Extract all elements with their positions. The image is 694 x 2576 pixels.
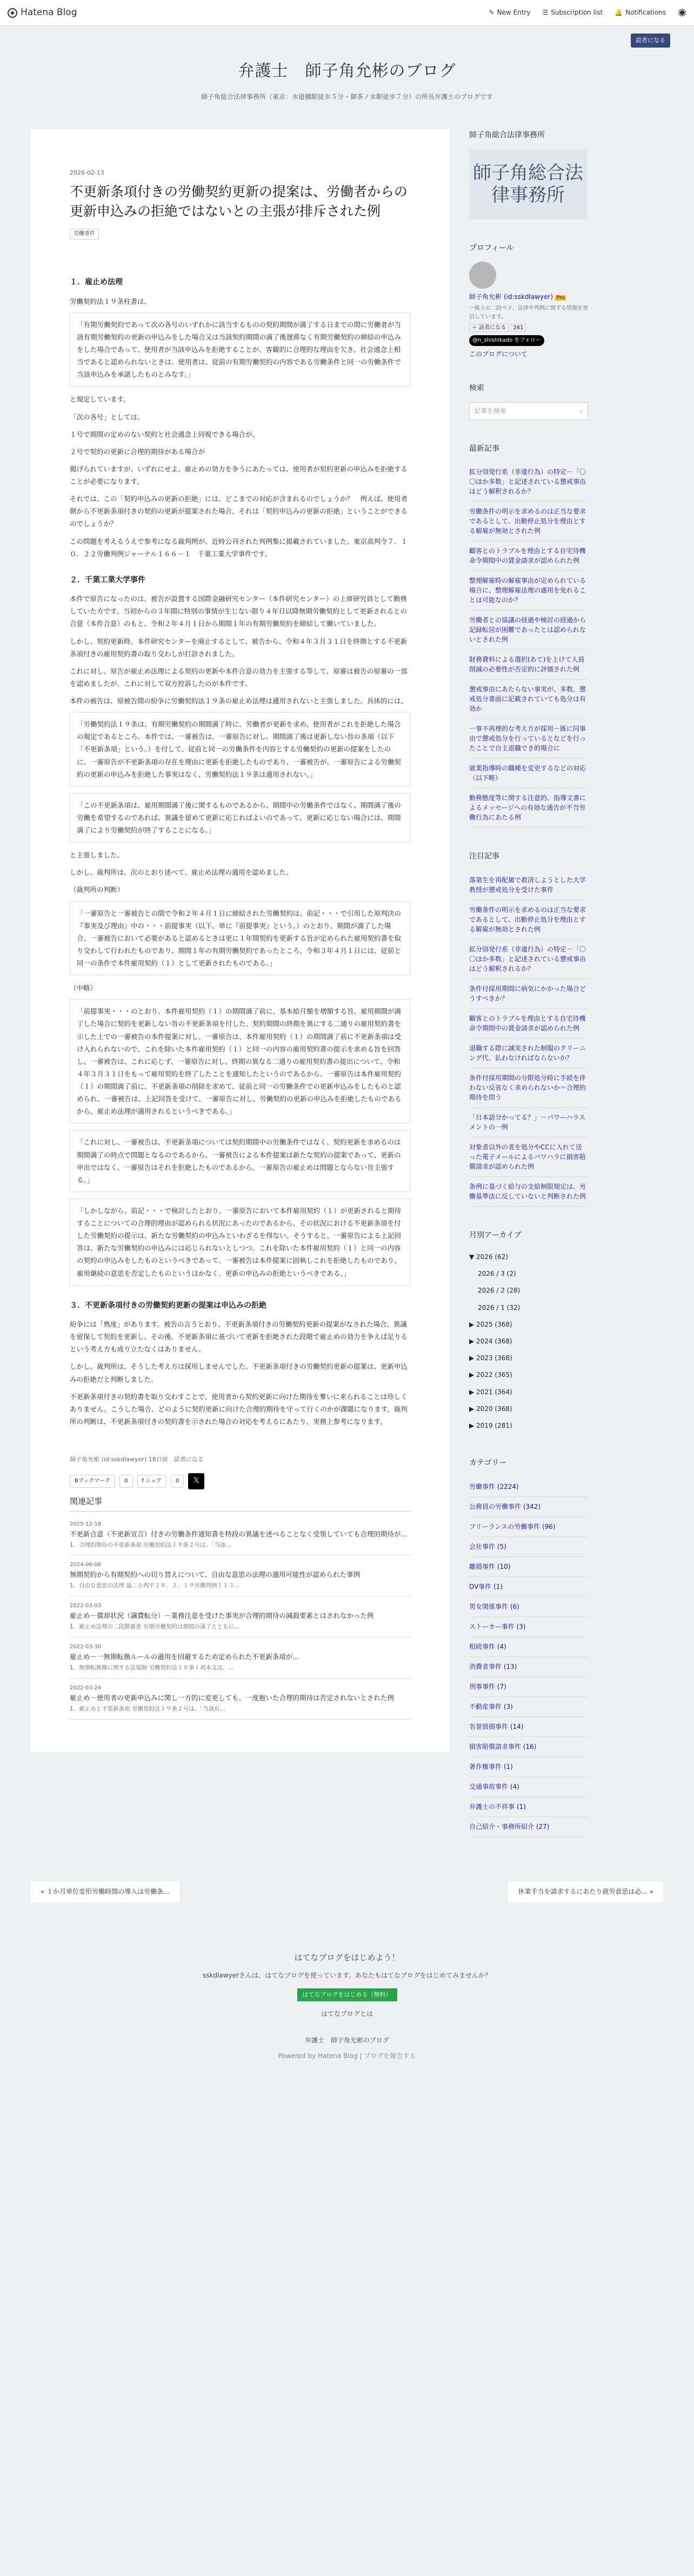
related-date: 2025-12-18 <box>70 1521 102 1527</box>
quote-block: 「これに対し、一審被告は、不更新条項については契約期間中の労働条件ではなく、契約更新を求めるのは期間満了の時点で問題となるのであるから、一審被告による本件提案は新たな契約の提案であって、更新の申出ではなく、一審原告はそれを拒絶したものであるから、一審原告の雇止めは問題とならない旨主張する。」 <box>70 1130 411 1192</box>
paragraph: 本件で原告になったのは、被告が設置する国際金融研究センター（本件研究センター）の上席研究員として勤務していた方です。当初からの３年間に特別の事情が生じない限り４年目以降無期労働契約として更新されるとの合意（本件合意）のもと、令和２年４月１日から期間１年の有期労働契約を締結して働いていました。 <box>70 595 408 628</box>
related-heading: 関連記事 <box>70 1495 411 1512</box>
avatar[interactable] <box>469 262 496 289</box>
quote-block: 「しかしながら、前記・・・で検討したとおり、一審原告において本件雇用契約（１）が更新されると期待することについての合理的理由が認められる状況にあったのであるから、その状況における不更新条項を付した労働契約の提示は、新たな労働契約の申込みといわざるを得ない。そうすると、一審原告による上記回答は、新たな労働契約の申込みには応じられないとしつつ、これを除いた本件雇用契約（１）と同一の内容の契約の申込みをしたものというべきであって、一審被告は本件提案に固執しこれを拒絶したものであり、雇用継続の意思を否定したものというほかなく、更新の申込みの拒絶というべきである。」 <box>70 1199 411 1286</box>
category-heading: カテゴリー <box>469 1459 507 1468</box>
blog-description: 師子角総合法律事務所（東京：水道橋駅徒歩５分・御茶ノ水駅徒歩７分）の所長弁護士のブログです <box>201 93 493 101</box>
recent-list <box>469 462 588 828</box>
hatena-blog-logo[interactable]: Hatena Blog <box>8 5 77 20</box>
popular-item[interactable]: 退職する際に誠実された制服のクリーニング代、払わなければならないか？ <box>469 1039 588 1068</box>
paragraph: この問題を考えるうえで参考になる裁判例が、近時公刊された判例集に掲載されていました。東京高判令７．１０．２２労働判例ジャーナル１６６－１ 千葉工業大学事件です。 <box>70 537 408 558</box>
category-item[interactable]: 不動産事件 (3) <box>469 1697 588 1717</box>
archive-list <box>469 1249 588 1434</box>
blog-title[interactable]: 弁護士 師子角允彬のブログ <box>238 62 456 81</box>
popular-item[interactable]: 拡分別発行系（非違行為）の特定－「〇〇ほか多数」と記述されている懲戒事由はどう解釈されるか？ <box>469 940 588 979</box>
category-item[interactable]: 名誉毀損事件 (14) <box>469 1717 588 1737</box>
notifications-button[interactable]: 🔔 Notifications <box>615 8 666 16</box>
search-input[interactable]: 記事を検索 ⌕ <box>469 402 588 420</box>
subscription-list-button[interactable]: ☰ Subscription list <box>542 8 603 16</box>
office-heading: 師子角総合法律事務所 <box>469 131 545 140</box>
pro-badge: Pro <box>555 295 566 301</box>
recent-item[interactable]: 一事不再理的な考え方が採用－既に同事由で懲戒処分を行っているとなどを行ったことで自主退職でき的場合に <box>469 719 588 758</box>
footer <box>0 1951 694 2061</box>
archive-item[interactable]: ▼ 2026 (62) <box>469 1253 509 1261</box>
category-item[interactable]: フリーランスの労働事件 (96) <box>469 1517 588 1537</box>
category-item[interactable]: ストーカー事件 (3) <box>469 1617 588 1637</box>
category-item[interactable]: 公務員の労働事件 (342) <box>469 1497 588 1517</box>
hatena-bookmark-button[interactable]: Bブックマーク <box>70 1475 115 1488</box>
paragraph: 「次の各号」としては、 <box>70 412 144 421</box>
paragraph: 本件の被告は、原被告間の紛争に労働契約法１９条の雇止め法理は適用されないと主張しました。具体的には、 <box>70 697 408 705</box>
paragraph: と規定しています。 <box>70 395 130 404</box>
paragraph: （裁判所の判断） <box>70 886 124 894</box>
article <box>31 129 450 1752</box>
start-blog-button[interactable]: はてなブログをはじめる（無料） <box>297 1988 397 2001</box>
article-title[interactable]: 不更新条項付きの労働契約更新の提案は、労働者からの更新申込みの拒絶ではないとの主張が排斥された例 <box>70 183 408 219</box>
quote-block: 「前提事実・・・のとおり、本件雇用契約（１）の期間満了前に、基本給月額を増額する旨、雇用期間が満了した場合に契約を更新しない旨の不更新条項を付した、契約期間の終期を異にする二通りの雇用契約書を示した上での一審被告の本件提案に対し、一審原告は、本件雇用契約（１）の期間満了前に不更新条項は受け入れられないので、これを除いた本件雇用契約（１）と同一の内容の雇用契約書の提示を求める旨を回答し、一審被告は、これに応じず、一審原告に対し、終期の異なる二通りの雇用契約書の提出について、令和４年３月３１日をもって雇用契約を終了したことを通知したというのであるから、一審原告は本件雇用契約（１）の期間満了前に、不更新条項の削除を求めて、従前と同一の労働条件での更新申込みをしたものと認められ、一審被告は、上記回答を受けて、一審原告に対し、労働契約の更新の申込みを拒絶したものであるから、雇止め法理が適用されるというべきである。」 <box>70 999 411 1123</box>
related-item[interactable] <box>70 1515 411 1556</box>
related-list <box>70 1515 411 1720</box>
recent-item[interactable]: 拡分別発行系（非違行為）の特定－「〇〇ほか多数」と記述されている懲戒事由はどう解釈されるか？ <box>469 462 588 502</box>
related-date: 2022-03-03 <box>70 1603 102 1609</box>
search-heading: 検索 <box>469 384 484 393</box>
archive-item[interactable]: ▶ 2019 (281) <box>469 1421 512 1429</box>
category-item[interactable]: 男女関係事件 (6) <box>469 1597 588 1617</box>
archive-item[interactable]: ▶ 2025 (368) <box>469 1320 512 1328</box>
profile-name[interactable]: 師子角允彬 (id:sskdlawyer) <box>469 292 553 301</box>
paragraph: しかし、契約更新時、本件研究センターを廃止するとして、被告から、令和４年３月３１日を終期とする不更新条項付きの雇用契約書の取り交わしが打診されました。 <box>70 637 408 658</box>
bookmark-count: 0 <box>119 1475 132 1488</box>
paragraph: （中略） <box>70 984 97 993</box>
archive-item[interactable]: 2026 / 3 (2) <box>478 1270 516 1278</box>
top-bar <box>0 0 694 26</box>
category-list <box>469 1477 588 1837</box>
recent-item[interactable]: 整理解雇時の解雇事由が定められている場合に、整理解雇法理の適用を免れることは可能なのか？ <box>469 571 588 610</box>
footer-sub: sskdlawyerさんは、はてなブログを使っています。あなたもはてなブログをはじめてみませんか？ <box>202 1971 492 1979</box>
paragraph: ２号で契約の更新に合理的期待がある場合が <box>70 447 205 456</box>
x-share-icon[interactable]: 𝕏 <box>188 1473 204 1489</box>
related-snippet: 1．雇止め法理の二段階審査 有期労働契約は期間の満了とともに... <box>70 1623 240 1630</box>
category-item[interactable]: 労働事件 (2224) <box>469 1477 588 1497</box>
category-item[interactable]: 消費者事件 (13) <box>469 1657 588 1677</box>
recent-item[interactable]: 労働条件の明示を求めるのは正当な要求であるとして、出勤停止処分を理由とする解雇が無効とされた例 <box>469 502 588 541</box>
category-item[interactable]: 弁護士の不祥事 (1) <box>469 1797 588 1817</box>
user-menu-icon[interactable]: ◉ <box>678 6 686 18</box>
archive-heading: 月別アーカイブ <box>469 1230 522 1240</box>
archive-item[interactable]: ▶ 2020 (368) <box>469 1405 512 1413</box>
footer-headline: はてなブログをはじめよう！ <box>294 1952 400 1962</box>
section-heading: ３．不更新条項付きの労働契約更新の提案は申込みの拒絶 <box>70 1301 266 1310</box>
popular-item[interactable]: 労働条件の明示を求めるのは正当な要求であるとして、出勤停止処分を理由とする解雇が無効とされた例 <box>469 900 588 940</box>
related-title[interactable]: 雇止め－償却状況（譲費転分）－業務注意を受けた事実が合理的期待の減殺要素とはされなかった例 <box>70 1612 374 1620</box>
recent-item[interactable]: 労働者との協議の経過や検討の経過から記録転居が困難であったとは認められないとされた例 <box>469 610 588 650</box>
paragraph: しかし、裁判所は、そうした考え方は採用しませんでした。不更新条項付きの労働契約更新の提案は、更新申込みの拒絶だと判断しました。 <box>70 1362 408 1383</box>
recent-item[interactable]: 顧客とのトラブルを理由とする自宅待機命令期間中の賃金請求が認められた例 <box>469 541 588 571</box>
related-snippet: 1．雇止めと不更新条項 労働契約法１９条２号は、「当該有... <box>70 1705 225 1712</box>
profile-text: 一級士の二段ペ下、法律や判例に関する情報を発信しています。 <box>469 305 588 321</box>
article-body <box>70 276 411 1428</box>
recent-item[interactable]: 財務費料による選択(あて)を上けて人員削減の必要性が否定的に評価された例 <box>469 650 588 680</box>
category-item[interactable]: DV事件 (1) <box>469 1577 588 1597</box>
recent-heading: 最新記事 <box>469 444 499 453</box>
category-item[interactable]: 自己紹介・事務所紹介 (27) <box>469 1817 588 1837</box>
pager <box>31 1881 663 1902</box>
popular-list <box>469 870 588 1207</box>
related-title[interactable]: 雇止め－一無期転換ルールの適用を回避するため定められた不更新条項が... <box>70 1653 299 1661</box>
paragraph: 不更新条項付きの契約書を取り交わすことで、使用者から契約更新に向けた期待を奪いに来られることは珍しくありません。こうした場合、どのように契約更新に向けた合理的期待を守って行くのかが課題になります。裁判所の判断は、不更新条項付きの契約書を示された場合の対応を考えるにあたり、実務上参考になります。 <box>70 1392 408 1426</box>
popular-item[interactable]: 顧客とのトラブルを理由とする自宅待機命令期間中の賃金請求が認められた例 <box>469 1009 588 1039</box>
related-snippet: 1．自由な意思の法理 最二小判平２８．２．１９労働判例１１３... <box>70 1582 240 1589</box>
related-date: 2024-06-06 <box>70 1562 102 1568</box>
related-snippet: 1．合理的期待の不更新条項 労働契約法１９条２号は、「当該... <box>70 1541 231 1548</box>
hatena-logo-icon <box>8 8 17 18</box>
popular-heading: 注目記事 <box>469 852 499 861</box>
related-date: 2022-03-30 <box>70 1644 102 1650</box>
category-item[interactable]: 相続事件 (4) <box>469 1637 588 1657</box>
related-item[interactable] <box>70 1596 411 1638</box>
related-item[interactable] <box>70 1555 411 1596</box>
category-item[interactable]: 会社事件 (5) <box>469 1537 588 1557</box>
blog-header <box>0 26 694 129</box>
quote-block: 「有期労働契約であって次の各号のいずれかに該当するものの契約期間が満了する日までの間に労働者が当該有期労働契約の更新の申込みをした場合又は当該契約期間の満了後遅滞なく有期労働契約の締結の申込みをした場合であって、使用者が当該申込みを拒絶することが、客観的に合理的な理由を欠き、社会通念上相当であると認められないときは、使用者は、従前の有期労働契約の内容である労働条件と同一の労働条件で当該申込みを承諾したものとみなす。」 <box>70 312 411 387</box>
popular-item[interactable]: 対象者以外の者を処分やCCに入れて送った電子メールによるパワハラに損害賠償請求が認められた例 <box>469 1137 588 1177</box>
x-follow-button[interactable]: @n_shishikado をフォロー <box>469 335 544 346</box>
archive-item[interactable]: ▶ 2024 (368) <box>469 1337 512 1346</box>
quote-block: 「この不更新条項は、雇用期間満了後に関するものであるから、期間中の労働条件ではなく、期間満了後の労働を希望するのであれば、異議を留めて更新に応じればよいのであって、更新に応じない場合には、期間満了により労働契約が終了することになる。」 <box>70 793 411 842</box>
share-count: 0 <box>171 1475 184 1488</box>
related-snippet: 1．無期転換権に関する法規制 労働契約法１８条１項本文は、... <box>70 1665 234 1672</box>
reader-count: 261 <box>510 324 526 332</box>
pen-icon: ✎ <box>489 8 495 16</box>
office-logo-image[interactable]: 師子角総合法律事務所 <box>469 149 587 219</box>
paragraph: これに対し、原告が雇止め法理による契約の更新や本件合意の効力を主張する等して、原審は被告の原審の一部を認めましたが、これに対して双方控訴したのが本件です。 <box>70 667 408 688</box>
paragraph: しかし、裁判所は、次のとおり述べて、雇止め法理の適用を認めました。 <box>70 868 293 877</box>
paragraph: 掲げられていますが、いずれにせよ、雇止めの効力を争うにあたっては、使用者が契約更新の申込みを拒絶することが必要になります。 <box>70 464 408 486</box>
archive-item[interactable]: ▶ 2021 (364) <box>469 1388 512 1396</box>
recent-item[interactable]: 勤務態度等に関する注意的、指導文書によるメッセージへの有効な通告が不当労働行為にあたる例 <box>469 788 588 828</box>
archive-item[interactable]: 2026 / 2 (28) <box>478 1287 520 1295</box>
share-buttons <box>70 1473 411 1489</box>
paragraph: １号で期間の定めのない契約と社会通念上同視できる場合が、 <box>70 430 259 438</box>
archive-item[interactable]: ▶ 2022 (365) <box>469 1371 512 1379</box>
next-article-link[interactable]: 休業手当を請求するにあたり就労意思は必... » <box>508 1881 663 1902</box>
paragraph: 労働契約法１９条柱書は、 <box>70 297 151 305</box>
popular-item[interactable]: 条件付採用期間に病気にかかった場合どうすべきか？ <box>469 979 588 1009</box>
subscribe-reader-button[interactable]: 読者になる <box>631 34 670 48</box>
related-date: 2022-03-24 <box>70 1685 102 1691</box>
popular-item[interactable]: 条例に基づく給与の支給制限規定は、労働基準法に反していないと判断された例 <box>469 1177 588 1207</box>
paragraph: と主張しました。 <box>70 851 124 860</box>
popular-item[interactable]: 「日本語分かってる？」－パワーハラスメントの一例 <box>469 1108 588 1137</box>
archive-item[interactable]: ▶ 2023 (368) <box>469 1354 512 1362</box>
related-item[interactable] <box>70 1638 411 1679</box>
footer-blog-name[interactable]: 弁護士 師子角允彬のブログ <box>304 2036 389 2044</box>
related-title[interactable]: 雇止め－使用者の更新申込みに関し一方的に変更しても、一度抱いた合理的期待は否定されないとされた例 <box>70 1693 395 1702</box>
quote-block: 「労働契約法１９条は、有期労働契約の期間満了時に、労働者が更新を求め、使用者がこれを拒絶した場合の規定であるところ、本件では、一審被告は、一審原告に対し、期間満了後は更新しない旨の条項（以下「不更新条項」という。）を付して、従前と同一の労働条件を内容とする労働契約の更新の提案をしたのに、一審原告が不更新条項の存在を理由に更新を拒絶したものであり、一審被告が、一審原告による労働契約の更新の申込みを拒絶した事実はなく、労働契約法１９条は適用されない。」 <box>70 712 411 787</box>
sidebar <box>469 129 588 1859</box>
paragraph: 紛争には「熟度」があります。被告の言うとおり、不更新条項付きの労働契約更新の提案がなされた場合、異議を留保して契約を更新し、その後、不更新条項に基づいて更新を拒絶された段階で雇止めの効力を争えば足りるという考え方も成り立たなくはありません。 <box>70 1320 408 1354</box>
category-item[interactable]: 著作権事件 (1) <box>469 1757 588 1777</box>
category-item[interactable]: 交通事故事件 (4) <box>469 1777 588 1797</box>
archive-item[interactable]: 2026 / 1 (32) <box>478 1303 520 1312</box>
prev-article-link[interactable]: « １か月単位変形労働時間の導入は労働条... <box>31 1881 179 1902</box>
related-title[interactable]: 無期契約から有期契約への切り替えについて、自由な意思の法理の適用可能性が認められた事例 <box>70 1570 361 1579</box>
section-heading: １．雇止め法理 <box>70 278 123 287</box>
about-hatena-link[interactable]: はてなブログとは <box>321 2009 373 2018</box>
popular-item[interactable]: 条件付採用期間の分限処分時に手続を伴わない反省なく求められないか＝合理的期待を問う <box>469 1068 588 1108</box>
quote-block: 「一審原告と一審被告との間で令和２年４月１日に締結された労働契約は、前記・・・で引用した原判決の『事実及び理由』中の・・・前提事実（以下、単に『前提事実』という。）のとおり、期間が満了した場合、一審被告において必要があると認めるときは更に１年間契約を更新する旨が定められた雇用契約書を取り交わして行われたものであり、期間１年の有期労働契約であったところ、令和３年４月１日には、従前と同一の条件で本件雇用契約（１）として更新されたものである。」 <box>70 901 411 976</box>
author-line[interactable]: 師子角允彬 (id:sskdlawyer) 18日前 読者になる <box>70 1456 204 1463</box>
popular-item[interactable]: 落第生を再配属で救済しようとした大学教授が懲戒処分を受けた事件 <box>469 870 588 900</box>
related-item[interactable] <box>70 1679 411 1720</box>
category-item[interactable]: 損害賠償請求事件 (16) <box>469 1737 588 1757</box>
new-entry-button[interactable]: ✎ New Entry <box>489 8 531 16</box>
powered-by[interactable]: Powered by Hatena Blog | ブログを報告する <box>278 2052 416 2060</box>
facebook-share-button[interactable]: f シェア <box>137 1475 167 1488</box>
recent-item[interactable]: 就業指導時の職種を変更するなどの対応（以下略） <box>469 758 588 788</box>
category-item[interactable]: 刑事事件 (7) <box>469 1677 588 1697</box>
article-date[interactable]: 2026-02-13 <box>70 169 104 177</box>
category-tag[interactable]: 労働事件 <box>70 229 99 239</box>
profile-heading: プロフィール <box>469 243 514 252</box>
search-icon[interactable]: ⌕ <box>579 407 583 415</box>
about-blog-link[interactable]: このブログについて <box>469 350 528 358</box>
section-heading: ２．千葉工業大学事件 <box>70 575 145 584</box>
list-icon: ☰ <box>542 8 549 16</box>
bell-icon: 🔔 <box>615 8 623 16</box>
category-item[interactable]: 離婚事件 (10) <box>469 1557 588 1577</box>
related-title[interactable]: 不更新合意（不更新宣言）付きの労働条件通知書を特段の異議を述べることなく受領していても合理的期待が... <box>70 1529 408 1538</box>
reader-button[interactable]: ＋ 読者になる <box>469 324 509 332</box>
recent-item[interactable]: 懲戒事由にあたらない事実が、多数、懲戒処分書面に記載されていても処分は有効か <box>469 680 588 719</box>
paragraph: それでは、この「契約申込みの更新の拒絶」には、どこまでの対応が含まれるのでしょうか？ 例えば、使用者側から不更新条項付きの契約の更新が提案された場合、それは「契約申込みの更新の拒絶」ということができるのでしょうか？ <box>70 495 408 528</box>
